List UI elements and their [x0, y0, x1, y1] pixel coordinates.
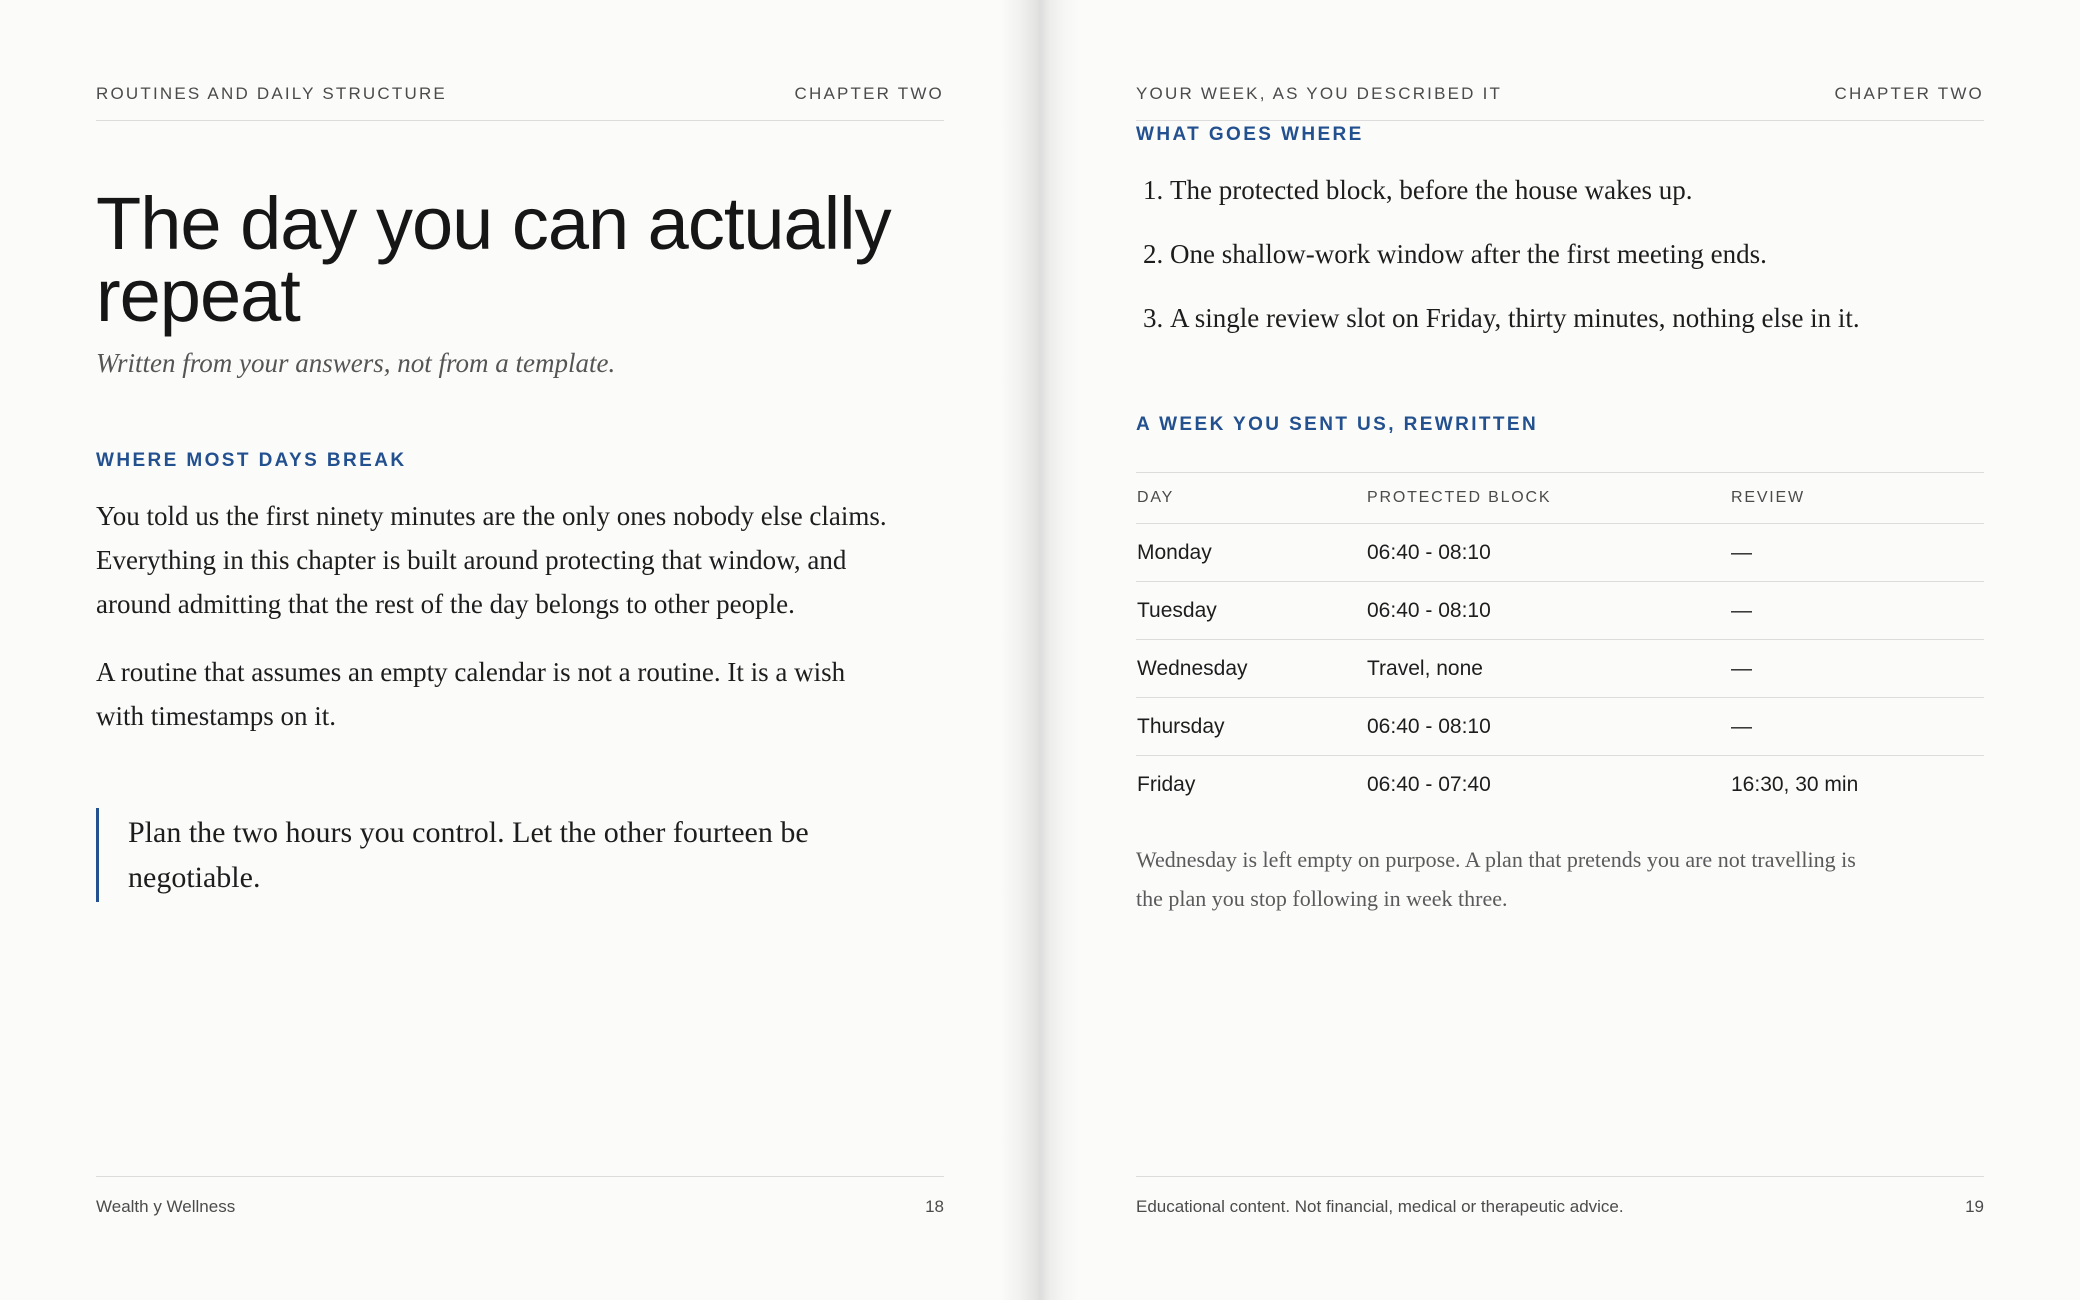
- pull-quote: Plan the two hours you control. Let the other fourteen be negotiable.: [96, 808, 888, 902]
- column-header-day: DAY: [1136, 473, 1366, 524]
- running-head-chapter: CHAPTER TWO: [794, 84, 944, 103]
- cell-protected-block: 06:40 - 08:10: [1366, 524, 1730, 582]
- running-head: [96, 84, 944, 121]
- cell-review: —: [1730, 640, 1984, 698]
- body-paragraph: A routine that assumes an empty calendar is not a routine. It is a wish with timestamps on it.: [96, 657, 846, 731]
- table-row: [1136, 524, 1984, 582]
- table-row: [1136, 756, 1984, 814]
- table-row: [1136, 698, 1984, 756]
- running-head: [1136, 84, 1984, 121]
- cell-day: Wednesday: [1136, 640, 1366, 698]
- chapter-title: The day you can actually repeat: [96, 182, 891, 337]
- cell-review: —: [1730, 698, 1984, 756]
- cell-review: —: [1730, 524, 1984, 582]
- week-table: [1136, 472, 1984, 813]
- body-paragraph: You told us the first ninety minutes are the only ones nobody else claims. Everything in this chapter is built around protecting that window, and around admitting that the rest of the day belongs to other people.: [96, 501, 887, 619]
- table-note: Wednesday is left empty on purpose. A plan that pretends you are not travelling is the plan you stop following in week three.: [1136, 847, 1856, 911]
- cell-review: 16:30, 30 min: [1731, 772, 1859, 796]
- cell-protected-block: 06:40 - 08:10: [1366, 582, 1730, 640]
- list-item: 1. The protected block, before the house wakes up.: [1170, 166, 1970, 230]
- list-item: 2. One shallow-work window after the first meeting ends.: [1170, 230, 1970, 294]
- page-number: 19: [1965, 1197, 1984, 1216]
- section-label-week-rewritten: A WEEK YOU SENT US, REWRITTEN: [1136, 414, 1539, 435]
- cell-day: Monday: [1136, 524, 1366, 582]
- cell-protected-block: 06:40 - 07:40: [1367, 772, 1491, 796]
- cell-day: Friday: [1137, 772, 1196, 796]
- page-footer: [1136, 1176, 1984, 1217]
- running-head-chapter: CHAPTER TWO: [1834, 84, 1984, 103]
- footer-disclaimer: Educational content. Not financial, medical or therapeutic advice.: [1136, 1197, 1624, 1216]
- running-head-section: YOUR WEEK, AS YOU DESCRIBED IT: [1136, 84, 1503, 103]
- page-footer: [96, 1176, 944, 1217]
- cell-review: —: [1730, 582, 1984, 640]
- table-row: [1136, 640, 1984, 698]
- running-head-section: ROUTINES AND DAILY STRUCTURE: [96, 84, 447, 103]
- column-header-protected-block: PROTECTED BLOCK: [1366, 473, 1730, 524]
- numbered-list: [1136, 166, 1970, 358]
- cell-protected-block: 06:40 - 08:10: [1366, 698, 1730, 756]
- section-label-what-goes-where: WHAT GOES WHERE: [1136, 124, 1364, 145]
- cell-day: Tuesday: [1136, 582, 1366, 640]
- list-item: 3. A single review slot on Friday, thirty minutes, nothing else in it.: [1170, 294, 1970, 358]
- right-page: [1040, 0, 2080, 1300]
- table-row: [1136, 582, 1984, 640]
- page-number: 18: [925, 1197, 944, 1216]
- column-header-review: REVIEW: [1730, 473, 1984, 524]
- section-label-where-days-break: WHERE MOST DAYS BREAK: [96, 450, 407, 471]
- footer-brand: Wealth y Wellness: [96, 1197, 236, 1216]
- chapter-subtitle: Written from your answers, not from a template.: [96, 348, 616, 378]
- cell-protected-block: Travel, none: [1366, 640, 1730, 698]
- table-header-row: [1136, 473, 1984, 524]
- cell-day: Thursday: [1136, 698, 1366, 756]
